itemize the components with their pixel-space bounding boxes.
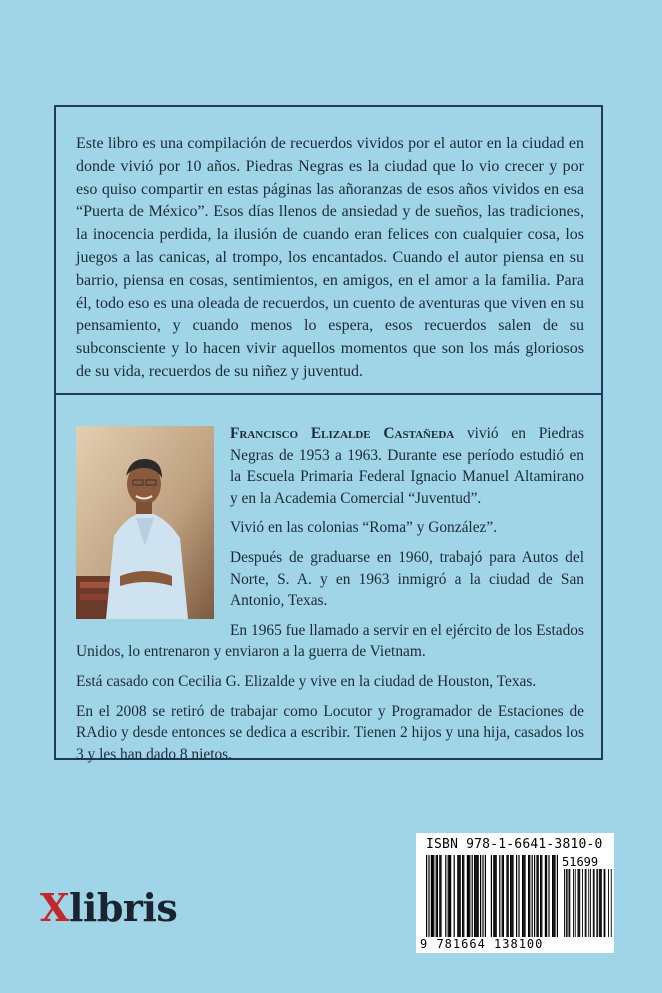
barcode-bar [431, 855, 432, 937]
ean-digits: 9 781664 138100 [420, 937, 544, 951]
barcode-bar [478, 855, 479, 937]
barcode-bar [523, 855, 524, 937]
barcode-bar [458, 855, 459, 937]
barcode-bar [597, 869, 598, 937]
barcode-bar [528, 855, 529, 937]
frame-divider [56, 393, 601, 395]
barcode-bar [468, 855, 469, 937]
barcode-bar [432, 855, 433, 937]
barcode-bar [529, 855, 530, 937]
barcode-bar [575, 869, 576, 937]
barcode-bar [428, 855, 429, 937]
barcode-bar [482, 855, 483, 937]
bio-paragraph-4: En 1965 fue llamado a servir en el ejército de los Estados Unidos, lo entrenaron y enviaron a la guerra de Vietnam. [76, 621, 584, 661]
barcode-bar [503, 855, 504, 937]
barcode-bar [532, 855, 533, 937]
barcode-bar [596, 869, 597, 937]
bio-paragraph-6: En el 2008 se retiró de trabajar como Locutor y Programador de Estaciones de RAdio y desde entonces se dedica a escribir. Tienen 2 hijos y una hija, casados los 3 y les han dado 8 nietos. [76, 702, 584, 763]
barcode-bar [579, 869, 580, 937]
barcode-bar [440, 855, 441, 937]
barcode-bar [506, 855, 507, 937]
publisher-logo-x: X [40, 885, 69, 930]
barcode-bar [546, 855, 547, 937]
barcode-bar [586, 869, 587, 937]
barcode-addon-number: 51699 [562, 855, 599, 869]
barcode-bar [534, 855, 535, 937]
barcode-bar [516, 855, 517, 937]
barcode-bar [485, 855, 486, 937]
barcode-bar [593, 869, 594, 937]
barcode-bar [552, 855, 553, 937]
barcode-bar [499, 855, 500, 937]
book-blurb: Este libro es una compilación de recuerdos vividos por el autor en la ciudad en donde vivió por 10 años. Piedras Negras es la ciudad que lo vio crecer y por eso quiso compartir en estas páginas las añoranzas de esos años vividos en esa “Puerta de México”. Esos días llenos de ansiedad y de sueños, las tradiciones, la inocencia perdida, la ilusión de cuando eran felices con cualquier cosa, los juegos a las canicas, al trompo, los encantados. Cuando el autor piensa en su barrio, piensa en cosas, sentimientos, en amigos, en el amor a la familia. Para él, todo eso es una oleada de recuerdos, un cuento de aventuras que viven en su pensamiento, y cuando menos lo espera, esos recuerdos salen de su subconsciente y lo hacen vivir aquellos momentos que son los más gloriosos de su vida, recuerdos de su niñez y juventud. [76, 135, 584, 380]
author-bio [76, 423, 584, 773]
barcode-bar [437, 855, 438, 937]
barcode-bar [508, 855, 509, 937]
barcode-bar [600, 869, 601, 937]
barcode-bar [480, 855, 481, 937]
barcode-bar [445, 855, 446, 937]
barcode-bar [449, 855, 450, 937]
bio-paragraph-1-text: vivió en Piedras Negras de 1953 a 1963. Durante ese período estudió en la Escuela Primaria Federal Ignacio Manuel Altamirano y en la Academia Comercial “Juventud”. [230, 425, 584, 507]
barcode-bar [578, 869, 579, 937]
barcode-bar [469, 855, 470, 937]
bio-paragraph-2: Vivió en las colonias “Roma” y González”. [230, 519, 498, 537]
barcode-bar [536, 855, 537, 937]
barcode-bar [510, 855, 511, 937]
barcode-bar [540, 855, 541, 937]
author-photo [76, 426, 214, 622]
bio-paragraph-3: Después de graduarse en 1960, trabajó para Autos del Norte, S. A. y en 1963 inmigró a la ciudad de San Antonio, Texas. [230, 548, 584, 610]
barcode-bar [454, 855, 455, 937]
barcode-bar [475, 855, 476, 937]
barcode-bar [439, 855, 440, 937]
barcode-bar [511, 855, 512, 937]
barcode-bar [585, 869, 586, 937]
barcode-bar [569, 869, 570, 937]
barcode-bar [567, 869, 568, 937]
barcode-bar [548, 855, 549, 937]
author-name: Francisco Elizalde Castañeda [230, 425, 455, 442]
isbn-barcode [416, 833, 614, 953]
barcode-bar [467, 855, 468, 937]
barcode-bar [557, 855, 558, 937]
barcode-bar [433, 855, 434, 937]
barcode-bar [604, 869, 605, 937]
barcode-bar [474, 855, 475, 937]
barcode-bar [599, 869, 600, 937]
barcode-bar [494, 855, 495, 937]
isbn-text: ISBN 978-1-6641-3810-0 [426, 837, 603, 852]
barcode-bar [457, 855, 458, 937]
barcode-bar [608, 869, 609, 937]
barcode-bar [541, 855, 542, 937]
barcode-bar [524, 855, 525, 937]
barcode-bar [436, 855, 437, 937]
barcode-bars [416, 833, 614, 953]
barcode-bar [518, 855, 519, 937]
barcode-bar [594, 869, 595, 937]
barcode-bar [496, 855, 497, 937]
barcode-bar [476, 855, 477, 937]
barcode-bar [553, 855, 554, 937]
barcode-bar [450, 855, 451, 937]
barcode-bar [554, 855, 555, 937]
barcode-bar [564, 869, 565, 937]
barcode-bar [578, 869, 579, 937]
barcode-bar [601, 869, 602, 937]
barcode-bar [582, 869, 583, 937]
barcode-bar [493, 855, 494, 937]
barcode-bar [538, 855, 539, 937]
barcode-bar [569, 869, 570, 937]
barcode-bar [462, 855, 463, 937]
barcode-bar [588, 869, 589, 937]
barcode-bar [611, 869, 612, 937]
bio-paragraph-5: Está casado con Cecilia G. Elizalde y vive en la ciudad de Houston, Texas. [76, 672, 537, 690]
barcode-bar [448, 855, 449, 937]
barcode-bar [512, 855, 513, 937]
barcode-bar [502, 855, 503, 937]
barcode-bar [573, 869, 574, 937]
barcode-bar [566, 869, 567, 937]
back-cover-frame [54, 105, 603, 763]
barcode-bar [545, 855, 546, 937]
barcode-bar [472, 855, 473, 937]
barcode-bar [605, 869, 606, 937]
publisher-logo [40, 885, 177, 930]
barcode-bar [491, 855, 492, 937]
barcode-bar [463, 855, 464, 937]
author-portrait-image [76, 426, 214, 619]
barcode-bar [426, 855, 427, 937]
publisher-logo-text: libris [68, 885, 178, 930]
barcode-bar [590, 869, 591, 937]
barcode-bar [460, 855, 461, 937]
barcode-bar [522, 855, 523, 937]
